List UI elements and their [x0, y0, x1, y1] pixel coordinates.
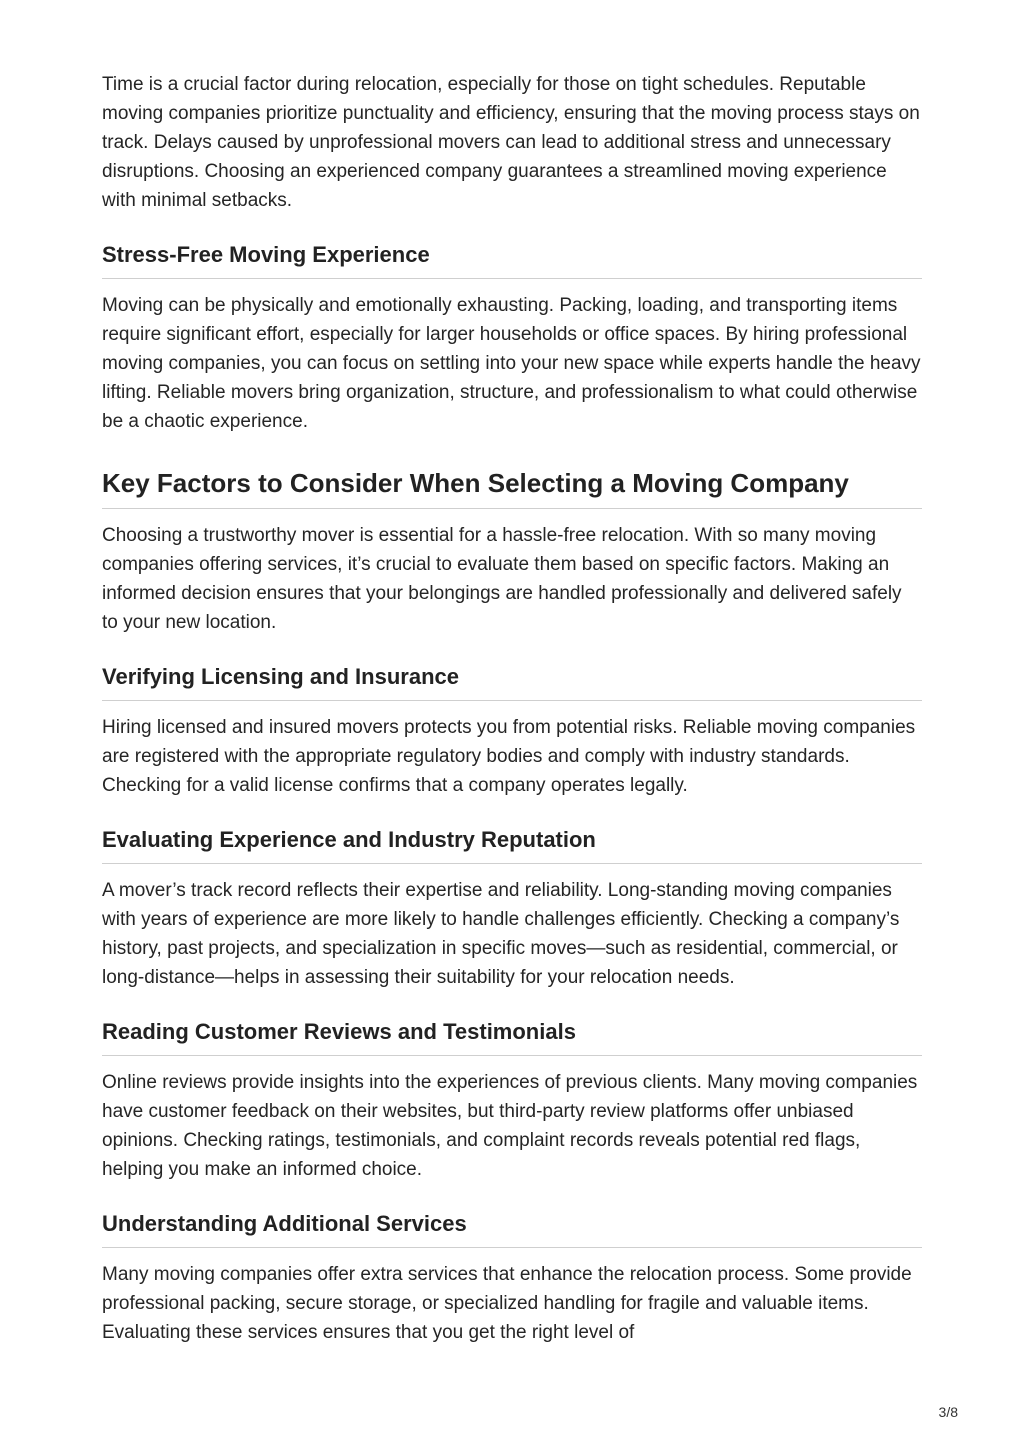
paragraph-additional-services: Many moving companies offer extra services that enhance the relocation process. Some provide professional packing, secure storage, or specialized handling for fragile and valuable items. Evaluating these services ensures that you get the right level of: [102, 1264, 912, 1343]
paragraph-key-factors: Choosing a trustworthy mover is essential for a hassle-free relocation. With so many moving companies offering services, it’s crucial to evaluate them based on specific factors. Making an informed decision ensures that your belongings are handled professionally and delivered safely to your new location.: [102, 525, 902, 633]
heading-experience: Evaluating Experience and Industry Reputation: [102, 826, 922, 864]
heading-key-factors: Key Factors to Consider When Selecting a Moving Company: [102, 466, 922, 509]
intro-paragraph: Time is a crucial factor during relocation, especially for those on tight schedules. Reputable moving companies prioritize punctuality and efficiency, ensuring that the moving process stays on track. Delays caused by unprofessional movers can lead to additional stress and unnecessary disruptions. Choosing an experienced company guarantees a streamlined moving experience with minimal setbacks.: [102, 74, 920, 211]
paragraph-stress-free: Moving can be physically and emotionally exhausting. Packing, loading, and transporting items require significant effort, especially for larger households or office spaces. By hiring professional moving companies, you can focus on settling into your new space while experts handle the heavy lifting. Reliable movers bring organization, structure, and professionalism to what could otherwise be a chaotic experience.: [102, 295, 921, 432]
paragraph-reviews: Online reviews provide insights into the experiences of previous clients. Many moving companies have customer feedback on their websites, but third-party review platforms offer unbiased opinions. Checking ratings, testimonials, and complaint records reveals potential red flags, helping you make an informed choice.: [102, 1072, 918, 1180]
document-page: [102, 70, 922, 1347]
heading-reviews: Reading Customer Reviews and Testimonials: [102, 1018, 922, 1056]
heading-additional-services: Understanding Additional Services: [102, 1210, 922, 1248]
heading-stress-free: Stress-Free Moving Experience: [102, 241, 922, 279]
heading-licensing: Verifying Licensing and Insurance: [102, 663, 922, 701]
page-number: 3/8: [938, 1404, 958, 1420]
paragraph-licensing: Hiring licensed and insured movers protects you from potential risks. Reliable moving companies are registered with the appropriate regulatory bodies and comply with industry standards. Checking for a valid license confirms that a company operates legally.: [102, 717, 916, 796]
paragraph-experience: A mover’s track record reflects their expertise and reliability. Long-standing moving companies with years of experience are more likely to handle challenges efficiently. Checking a company’s history, past projects, and specialization in specific moves—such as residential, commercial, or long-distance—helps in assessing their suitability for your relocation needs.: [102, 880, 900, 988]
